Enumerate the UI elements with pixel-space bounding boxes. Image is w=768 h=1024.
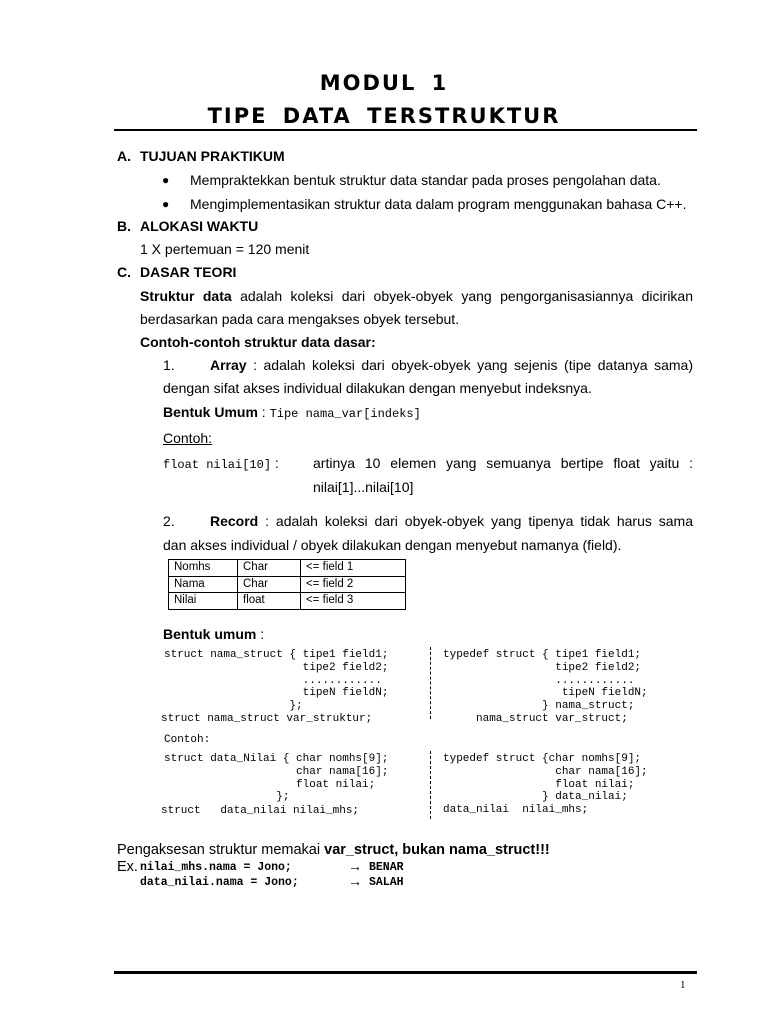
example-code-2: data_nilai.nama = Jono; [140,876,299,889]
module-number: MODUL 1 [319,71,449,95]
array-example-code-line: float nilai[10] : [163,455,279,472]
section-c-heading [117,264,617,282]
table-row [169,576,406,593]
array-desc-line-1: Array : adalah koleksi dari obyek-obyek yang sejenis (tipe datanya sama) [210,357,693,373]
record-table [168,559,406,610]
array-desc-line-2: dengan sifat akses individual dilakukan dengan menyebut indeksnya. [163,380,592,396]
objective-item-2: Mengimplementasikan struktur data dalam program menggunakan bahasa C++. [190,196,687,212]
header-rule [114,129,697,131]
array-form: Bentuk Umum : Tipe nama_var[indeks] [163,404,421,421]
objective-item-1: Mempraktekkan bentuk struktur data standar pada proses pengolahan data. [190,172,661,188]
section-b-letter: B. [117,218,131,234]
bullet-icon: ● [162,173,170,187]
table-cell: Char [238,560,301,577]
example-result-2: SALAH [369,876,404,889]
array-name: Array [210,357,247,373]
table-cell: Nilai [169,593,238,610]
array-example-line-2: nilai[1]...nilai[10] [313,479,414,495]
array-number: 1. [163,357,175,373]
page-number: 1 [680,979,686,991]
table-cell: <= field 1 [301,560,406,577]
code-contoh-label: Contoh: [164,734,211,746]
section-c-letter: C. [117,264,131,280]
code-struct-example-var: struct data_nilai nilai_mhs; [161,805,360,817]
table-cell: <= field 2 [301,576,406,593]
arrow-right-icon: → [348,858,362,874]
array-form-code: Tipe nama_var[indeks] [269,407,421,421]
code-typedef-general: typedef struct { tipe1 field1; tipe2 field2; ............ tipeN fieldN; } nama_struct; nama_struct var_struct; [443,649,648,725]
array-example-label: Contoh: [163,430,213,446]
table-row [169,593,406,610]
array-example-code: float nilai[10] [163,458,272,472]
table-row [169,560,406,577]
example-code-1: nilai_mhs.nama = Jono; [140,861,292,874]
code-struct-var: struct nama_struct var_struktur; [161,713,373,725]
code-typedef-example: typedef struct {char nomhs[9]; char nama[16]; float nilai; } data_nilai; data_nilai nilai_mhs; [443,753,648,817]
section-b-heading [117,218,617,236]
example-result-1: BENAR [369,861,404,874]
code-struct-general: struct nama_struct { tipe1 field1; tipe2 field2; ............ tipeN fieldN; }; [164,649,389,713]
bullet-icon: ● [162,197,170,211]
table-cell: <= field 3 [301,593,406,610]
table-cell: Char [238,576,301,593]
table-cell: Nomhs [169,560,238,577]
record-desc-line-2: dan akses individual / obyek dilakukan dengan menyebut namanya (field). [163,537,622,553]
example-label: Ex. [117,859,138,875]
access-note-bold: var_struct, bukan nama_struct!!! [324,842,550,858]
record-name: Record [210,513,259,529]
record-desc-line-1: Record : adalah koleksi dari obyek-obyek yang tipenya tidak harus sama [210,513,693,529]
record-form: Bentuk umum : [163,626,265,642]
section-a-letter: A. [117,148,131,164]
section-a-title: TUJUAN PRAKTIKUM [140,148,285,164]
arrow-right-icon: → [348,873,362,889]
code-divider [430,751,431,819]
intro-bold: Struktur data [140,288,232,304]
page-title: TIPE DATA TERSTRUKTUR [207,104,561,128]
code-struct-example: struct data_Nilai { char nomhs[9]; char nama[16]; float nilai; }; [164,753,389,804]
access-note: Pengaksesan struktur memakai var_struct, bukan nama_struct!!! [117,842,550,858]
section-b-title: ALOKASI WAKTU [140,218,259,234]
time-allocation: 1 X pertemuan = 120 menit [140,241,310,257]
array-form-label: Bentuk Umum [163,404,258,420]
section-a-heading [117,148,617,166]
array-example-line-1: artinya 10 elemen yang semuanya bertipe float yaitu : [313,455,693,471]
table-cell: float [238,593,301,610]
footer-rule [114,971,697,974]
record-form-label: Bentuk umum [163,626,257,642]
examples-heading: Contoh-contoh struktur data dasar: [140,334,376,350]
code-divider [430,647,431,719]
intro-line-2: berdasarkan pada cara mengakses obyek tersebut. [140,311,460,327]
section-c-title: DASAR TEORI [140,264,237,280]
record-number: 2. [163,513,175,529]
intro-line-1: Struktur data adalah koleksi dari obyek-obyek yang pengorganisasiannya dicirikan [140,288,694,304]
table-cell: Nama [169,576,238,593]
